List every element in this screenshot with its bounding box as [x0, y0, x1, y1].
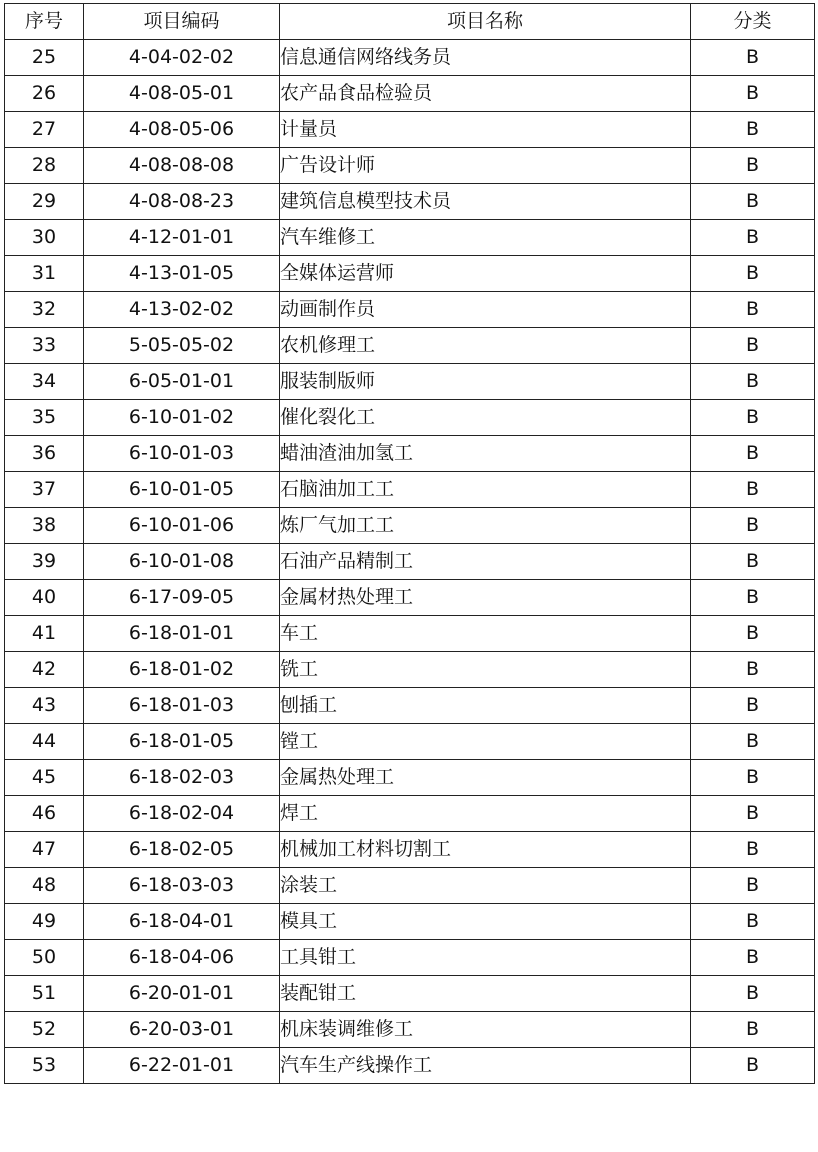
cell-name: 石脑油加工工	[280, 472, 691, 508]
table-row	[5, 472, 815, 508]
cell-seq: 42	[5, 652, 84, 688]
cell-code: 4-12-01-01	[84, 220, 280, 256]
cell-name: 机床装调维修工	[280, 1012, 691, 1048]
cell-seq: 30	[5, 220, 84, 256]
cell-category: B	[691, 796, 815, 832]
cell-seq: 25	[5, 40, 84, 76]
table-row	[5, 652, 815, 688]
cell-code: 6-10-01-03	[84, 436, 280, 472]
cell-category: B	[691, 508, 815, 544]
cell-name: 全媒体运营师	[280, 256, 691, 292]
cell-code: 6-18-01-05	[84, 724, 280, 760]
cell-name: 铣工	[280, 652, 691, 688]
table-row	[5, 796, 815, 832]
cell-category: B	[691, 112, 815, 148]
cell-category: B	[691, 472, 815, 508]
cell-category: B	[691, 76, 815, 112]
table-row	[5, 1048, 815, 1084]
table-header	[5, 4, 815, 40]
cell-category: B	[691, 1048, 815, 1084]
cell-code: 6-18-04-06	[84, 940, 280, 976]
cell-code: 6-18-01-01	[84, 616, 280, 652]
cell-code: 4-13-02-02	[84, 292, 280, 328]
cell-name: 炼厂气加工工	[280, 508, 691, 544]
table-row	[5, 76, 815, 112]
cell-code: 6-18-01-03	[84, 688, 280, 724]
cell-category: B	[691, 148, 815, 184]
table-body	[5, 40, 815, 1084]
table-row	[5, 40, 815, 76]
cell-category: B	[691, 544, 815, 580]
table-row	[5, 184, 815, 220]
cell-category: B	[691, 868, 815, 904]
cell-name: 镗工	[280, 724, 691, 760]
cell-name: 汽车维修工	[280, 220, 691, 256]
cell-code: 4-08-08-08	[84, 148, 280, 184]
table-row	[5, 292, 815, 328]
cell-category: B	[691, 328, 815, 364]
cell-name: 石油产品精制工	[280, 544, 691, 580]
cell-code: 4-08-05-06	[84, 112, 280, 148]
table-row	[5, 724, 815, 760]
cell-seq: 49	[5, 904, 84, 940]
cell-seq: 36	[5, 436, 84, 472]
cell-seq: 29	[5, 184, 84, 220]
cell-name: 汽车生产线操作工	[280, 1048, 691, 1084]
cell-code: 4-08-05-01	[84, 76, 280, 112]
cell-code: 6-20-01-01	[84, 976, 280, 1012]
cell-category: B	[691, 940, 815, 976]
table-row	[5, 400, 815, 436]
table-row	[5, 976, 815, 1012]
cell-name: 蜡油渣油加氢工	[280, 436, 691, 472]
table-row	[5, 544, 815, 580]
cell-name: 工具钳工	[280, 940, 691, 976]
cell-seq: 47	[5, 832, 84, 868]
cell-name: 金属材热处理工	[280, 580, 691, 616]
cell-category: B	[691, 40, 815, 76]
cell-seq: 34	[5, 364, 84, 400]
table-row	[5, 112, 815, 148]
cell-seq: 44	[5, 724, 84, 760]
cell-name: 车工	[280, 616, 691, 652]
cell-seq: 48	[5, 868, 84, 904]
cell-code: 5-05-05-02	[84, 328, 280, 364]
cell-seq: 32	[5, 292, 84, 328]
cell-seq: 28	[5, 148, 84, 184]
table-row	[5, 580, 815, 616]
table-row	[5, 328, 815, 364]
cell-code: 6-18-02-04	[84, 796, 280, 832]
cell-name: 模具工	[280, 904, 691, 940]
cell-code: 6-10-01-05	[84, 472, 280, 508]
cell-name: 装配钳工	[280, 976, 691, 1012]
cell-category: B	[691, 220, 815, 256]
cell-name: 金属热处理工	[280, 760, 691, 796]
cell-category: B	[691, 364, 815, 400]
table-row	[5, 940, 815, 976]
cell-seq: 50	[5, 940, 84, 976]
table-row	[5, 616, 815, 652]
occupation-table	[4, 3, 815, 1084]
cell-code: 6-20-03-01	[84, 1012, 280, 1048]
table-row	[5, 364, 815, 400]
cell-seq: 37	[5, 472, 84, 508]
cell-category: B	[691, 436, 815, 472]
cell-category: B	[691, 976, 815, 1012]
cell-code: 4-08-08-23	[84, 184, 280, 220]
table-row	[5, 904, 815, 940]
cell-code: 4-04-02-02	[84, 40, 280, 76]
cell-category: B	[691, 256, 815, 292]
header-category: 分类	[691, 4, 815, 40]
cell-seq: 40	[5, 580, 84, 616]
table-row	[5, 760, 815, 796]
cell-seq: 45	[5, 760, 84, 796]
table-row	[5, 508, 815, 544]
cell-seq: 39	[5, 544, 84, 580]
cell-name: 计量员	[280, 112, 691, 148]
cell-code: 6-22-01-01	[84, 1048, 280, 1084]
table-row	[5, 220, 815, 256]
cell-seq: 43	[5, 688, 84, 724]
cell-seq: 35	[5, 400, 84, 436]
cell-seq: 38	[5, 508, 84, 544]
cell-name: 涂装工	[280, 868, 691, 904]
cell-code: 4-13-01-05	[84, 256, 280, 292]
cell-code: 6-18-02-05	[84, 832, 280, 868]
cell-category: B	[691, 1012, 815, 1048]
cell-seq: 27	[5, 112, 84, 148]
cell-category: B	[691, 616, 815, 652]
cell-name: 农产品食品检验员	[280, 76, 691, 112]
table-row	[5, 688, 815, 724]
cell-code: 6-18-01-02	[84, 652, 280, 688]
cell-category: B	[691, 760, 815, 796]
cell-name: 焊工	[280, 796, 691, 832]
cell-code: 6-10-01-08	[84, 544, 280, 580]
cell-category: B	[691, 832, 815, 868]
cell-seq: 46	[5, 796, 84, 832]
cell-seq: 52	[5, 1012, 84, 1048]
cell-code: 6-10-01-06	[84, 508, 280, 544]
cell-name: 广告设计师	[280, 148, 691, 184]
cell-seq: 33	[5, 328, 84, 364]
cell-category: B	[691, 400, 815, 436]
table-row	[5, 436, 815, 472]
cell-category: B	[691, 724, 815, 760]
cell-name: 刨插工	[280, 688, 691, 724]
cell-seq: 41	[5, 616, 84, 652]
cell-name: 催化裂化工	[280, 400, 691, 436]
table-row	[5, 148, 815, 184]
cell-code: 6-18-03-03	[84, 868, 280, 904]
cell-code: 6-18-04-01	[84, 904, 280, 940]
cell-name: 建筑信息模型技术员	[280, 184, 691, 220]
cell-seq: 51	[5, 976, 84, 1012]
cell-code: 6-18-02-03	[84, 760, 280, 796]
header-name: 项目名称	[280, 4, 691, 40]
cell-category: B	[691, 184, 815, 220]
cell-name: 动画制作员	[280, 292, 691, 328]
cell-code: 6-05-01-01	[84, 364, 280, 400]
cell-name: 信息通信网络线务员	[280, 40, 691, 76]
cell-category: B	[691, 904, 815, 940]
cell-name: 机械加工材料切割工	[280, 832, 691, 868]
cell-seq: 53	[5, 1048, 84, 1084]
cell-category: B	[691, 580, 815, 616]
table-row	[5, 256, 815, 292]
cell-code: 6-10-01-02	[84, 400, 280, 436]
header-code: 项目编码	[84, 4, 280, 40]
cell-seq: 31	[5, 256, 84, 292]
header-row	[5, 4, 815, 40]
cell-name: 服装制版师	[280, 364, 691, 400]
header-seq: 序号	[5, 4, 84, 40]
cell-category: B	[691, 688, 815, 724]
table-row	[5, 868, 815, 904]
cell-name: 农机修理工	[280, 328, 691, 364]
table-row	[5, 1012, 815, 1048]
cell-category: B	[691, 292, 815, 328]
cell-category: B	[691, 652, 815, 688]
table-row	[5, 832, 815, 868]
cell-code: 6-17-09-05	[84, 580, 280, 616]
cell-seq: 26	[5, 76, 84, 112]
